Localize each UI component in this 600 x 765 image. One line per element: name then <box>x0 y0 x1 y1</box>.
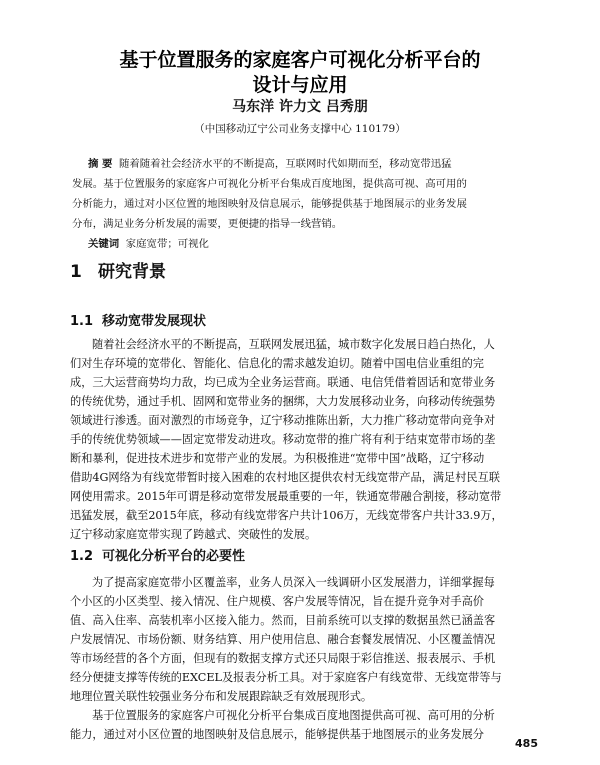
body-line: 断和暴利，促进技术进步和宽带产业的发展。为积极推进“宽带中国”战略，辽宁移动 <box>70 452 485 465</box>
keywords <box>88 236 209 252</box>
body-line: 迅猛发展，截至2015年底，移动有线宽带客户共计106万，无线宽带客户共计33.9万， <box>70 509 503 522</box>
body-line: 的传统优势，通过手机、固网和宽带业务的捆绑，大力发展移动业务，向移动传统强势 <box>70 395 496 408</box>
abstract-line: 发展。基于位置服务的家庭客户可视化分析平台集成百度地图，提供高可视、高可用的 <box>72 178 467 190</box>
paper-title-line-1: 基于位置服务的家庭客户可视化分析平台的 <box>119 49 481 71</box>
body-line: 等市场经营的各个方面，但现有的数据支撑方式还只局限于彩信推送、报表展示、手机 <box>70 652 496 665</box>
paper-title-line-2: 设计与应用 <box>252 74 348 96</box>
abstract-line: 分析能力，通过对小区位置的地图映射及信息展示，能够提供基于地图展示的业务发展 <box>72 198 467 210</box>
body-line: 基于位置服务的家庭客户可视化分析平台集成百度地图提供高可视、高可用的分析 <box>92 709 495 722</box>
abstract-label: 摘 要 <box>88 158 113 170</box>
body-line: 辽宁移动家庭宽带实现了跨越式、突破性的发展。 <box>70 528 317 541</box>
body-line: 随着社会经济水平的不断提高，互联网发展迅猛，城市数字化发展日趋白热化，人 <box>92 338 495 351</box>
section-heading-1-1: 1.1 移动宽带发展现状 <box>70 314 207 329</box>
section-heading-1-2: 1.2 可视化分析平台的必要性 <box>70 549 246 564</box>
abstract-line: 分布，满足业务分析发展的需要，更便捷的指导一线营销。 <box>72 218 343 230</box>
body-line: 们对生存环境的宽带化、智能化、信息化的需求越发迫切。随着中国电信业重组的完 <box>70 357 484 370</box>
body-line: 户发展情况、市场份额、财务结算、用户使用信息、融合套餐发展情况、小区覆盖情况 <box>70 633 496 646</box>
body-line: 个小区的小区类型、接入情况、住户规模、客户发展等情况，旨在提升竞争对手高价 <box>70 595 484 608</box>
body-line: 地理位置关联性较强业务分布和发展跟踪缺乏有效展现形式。 <box>70 690 373 703</box>
body-line: 能力，通过对小区位置的地图映射及信息展示，能够提供基于地图展示的业务发展分 <box>70 728 484 741</box>
abstract-line: 摘 要 随着随着社会经济水平的不断提高，互联网时代如期而至，移动宽带迅猛 <box>88 158 452 170</box>
body-line: 值、高入住率、高装机率小区接入能力。然而，目前系统可以支撑的数据虽然已涵盖客 <box>70 614 496 627</box>
body-line: 经分便捷支撑等传统的EXCEL及报表分析工具。对于家庭客户有线宽带、无线宽带等与 <box>70 671 502 684</box>
body-line: 领域进行渗透。面对激烈的市场竞争，辽宁移动推陈出新，大力推广移动宽带向竞争对 <box>70 414 496 427</box>
body-line: 借助4G网络为有线宽带暂时接入困难的农村地区提供农村无线宽带产品，满足村民互联 <box>70 471 500 484</box>
keywords-label: 关键词 <box>88 238 120 250</box>
body-line: 成，三大运营商势均力敌，均已成为全业务运营商。联通、电信凭借着固话和宽带业务 <box>70 376 496 389</box>
keywords-text: 家庭宽带；可视化 <box>125 238 209 250</box>
body-line: 网使用需求。2015年可谓是移动宽带发展最重要的一年，铁通宽带融合割接，移动宽带 <box>70 490 502 503</box>
body-line: 为了提高家庭宽带小区覆盖率，业务人员深入一线调研小区发展潜力，详细掌握每 <box>92 576 495 589</box>
section-heading-1: 1 研究背景 <box>70 262 166 282</box>
body-line: 手的传统优势领域——固定宽带发动进攻。移动宽带的推广将有利于结束宽带市场的垄 <box>70 433 496 446</box>
affiliation: （中国移动辽宁公司业务支撑中心 110179） <box>194 123 406 135</box>
page-number: 485 <box>515 737 538 750</box>
authors: 马东洋 许力文 吕秀朋 <box>232 99 368 115</box>
